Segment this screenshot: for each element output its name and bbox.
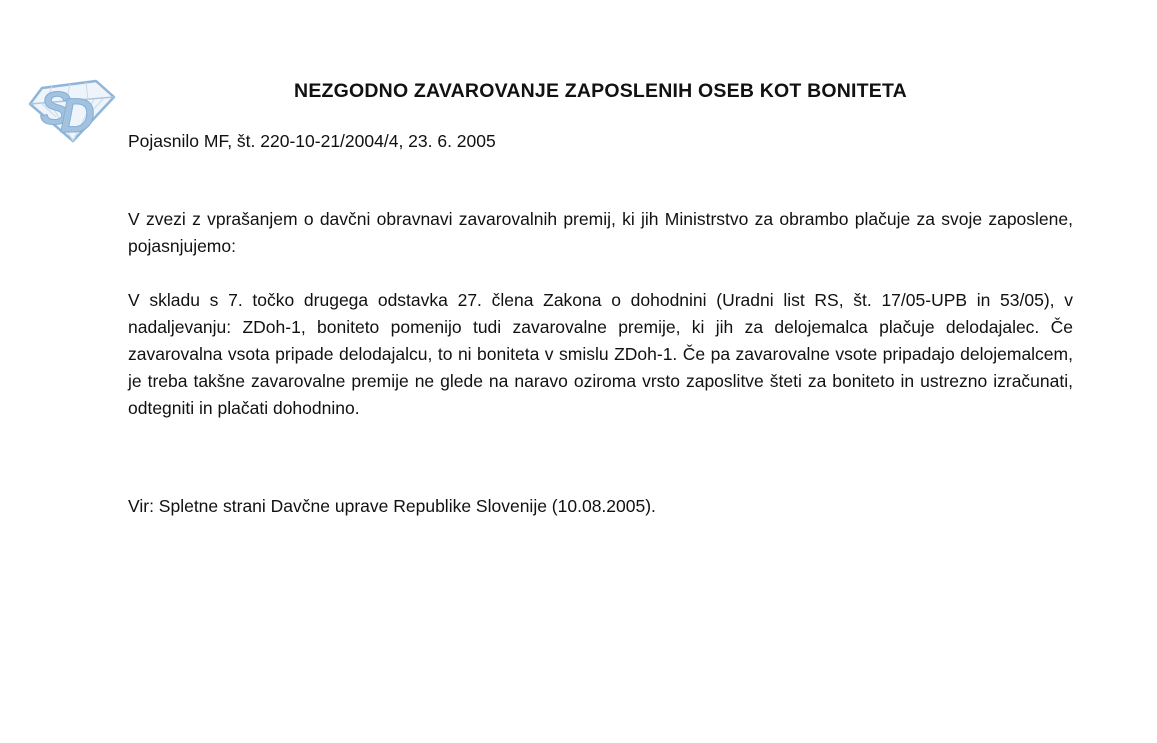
paragraph-body: V skladu s 7. točko drugega odstavka 27. člena Zakona o dohodnini (Uradni list RS, št. 17/05-UPB in 53/05), v nadaljevanju: ZDoh-1, boniteto pomenijo tudi zavarovalne premije, ki jih za delojemalca plačuje delodajalec. Če zavarovalna vsota pripade delodajalcu, to ni boniteta v smislu ZDoh-1. Če pa zavarovalne vsote pripadajo delojemalcem, je treba takšne zavarovalne premije ne glede na naravo oziroma vrsto zaposlitve šteti za boniteto in ustrezno izračunati, odtegniti in plačati dohodnino. — [128, 290, 1073, 418]
document-title: NEZGODNO ZAVAROVANJE ZAPOSLENIH OSEB KOT BONITETA — [294, 80, 907, 102]
logo-letter-d: D — [60, 90, 95, 143]
sd-diamond-logo-svg — [26, 73, 118, 147]
document-reference-line: Pojasnilo MF, št. 220-10-21/2004/4, 23. 6. 2005 — [128, 131, 496, 151]
paragraph-intro: V zvezi z vprašanjem o davčni obravnavi zavarovalnih premij, ki jih Ministrstvo za obrambo plačuje za svoje zaposlene, pojasnjujemo: — [128, 209, 1073, 256]
source-line: Vir: Spletne strani Davčne uprave Republike Slovenije (10.08.2005). — [128, 496, 656, 516]
sd-diamond-logo-icon — [26, 73, 118, 147]
logo-letter-s: S — [40, 82, 71, 134]
